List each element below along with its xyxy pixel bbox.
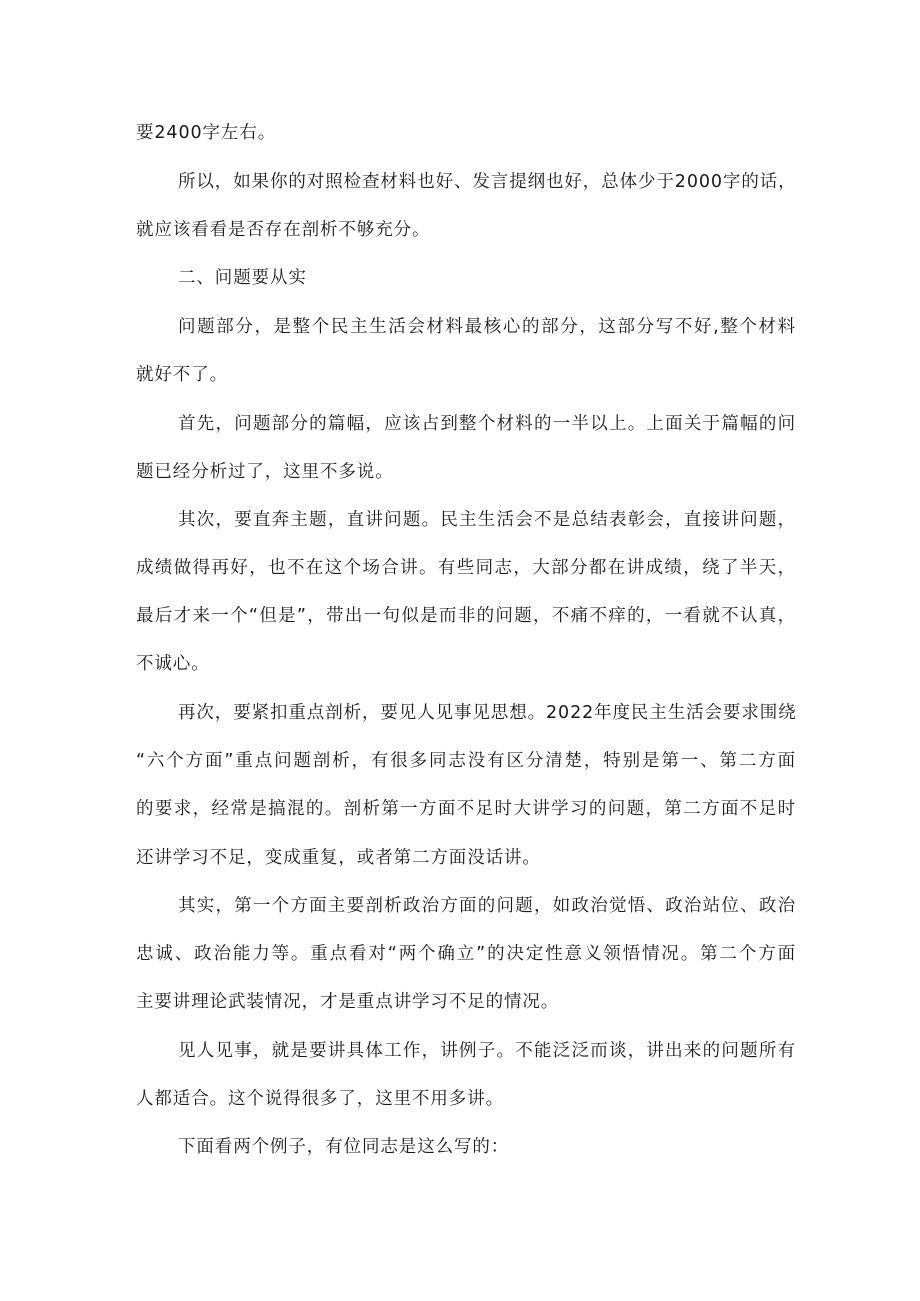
text-line: 人都适合。这个说得很多了，这里不用多讲。: [136, 1089, 504, 1109]
text-line: 首先，问题部分的篇幅，应该占到整个材料的一半以上。上面关于篇幅的问: [178, 414, 796, 434]
text-line: 不诚心。: [136, 654, 210, 674]
text-line: 问题部分，是整个民主生活会材料最核心的部分，这部分写不好,整个材料: [178, 317, 796, 337]
text-line: 题已经分析过了，这里不多说。: [136, 462, 394, 482]
text-line: 还讲学习不足，变成重复，或者第二方面没话讲。: [136, 848, 541, 868]
text-line: 主要讲理论武装情况，才是重点讲学习不足的情况。: [136, 992, 560, 1012]
text-line: 就应该看看是否存在剖析不够充分。: [136, 220, 431, 240]
section-heading: 二、问题要从实: [178, 268, 307, 288]
text-line: 见人见事，就是要讲具体工作，讲例子。不能泛泛而谈，讲出来的问题所有: [178, 1041, 796, 1061]
text-line: 其实，第一个方面主要剖析政治方面的问题，如政治觉悟、政治站位、政治: [178, 896, 796, 916]
text-line: 就好不了。: [136, 365, 228, 385]
text-line: 下面看两个例子，有位同志是这么写的：: [178, 1137, 510, 1157]
text-line: 再次，要紧扣重点剖析，要见人见事见思想。2022年度民主生活会要求围绕: [178, 703, 797, 723]
text-line: 其次，要直奔主题，直讲问题。民主生活会不是总结表彰会，直接讲问题，: [178, 510, 796, 530]
text-line: 的要求，经常是搞混的。剖析第一方面不足时大讲学习的问题，第二方面不足时: [136, 799, 796, 819]
text-line: 成绩做得再好，也不在这个场合讲。有些同志，大部分都在讲成绩，绕了半天，: [136, 558, 796, 578]
text-line: 最后才来一个“但是”，带出一句似是而非的问题，不痛不痒的，一看就不认真，: [136, 606, 796, 626]
text-line: 要2400字左右。: [136, 123, 277, 143]
text-line: 所以，如果你的对照检查材料也好、发言提纲也好，总体少于2000字的话，: [178, 172, 797, 192]
text-line: 忠诚、政治能力等。重点看对“两个确立”的决定性意义领悟情况。第二个方面: [136, 944, 796, 964]
text-line: “六个方面”重点问题剖析，有很多同志没有区分清楚，特别是第一、第二方面: [136, 751, 796, 771]
